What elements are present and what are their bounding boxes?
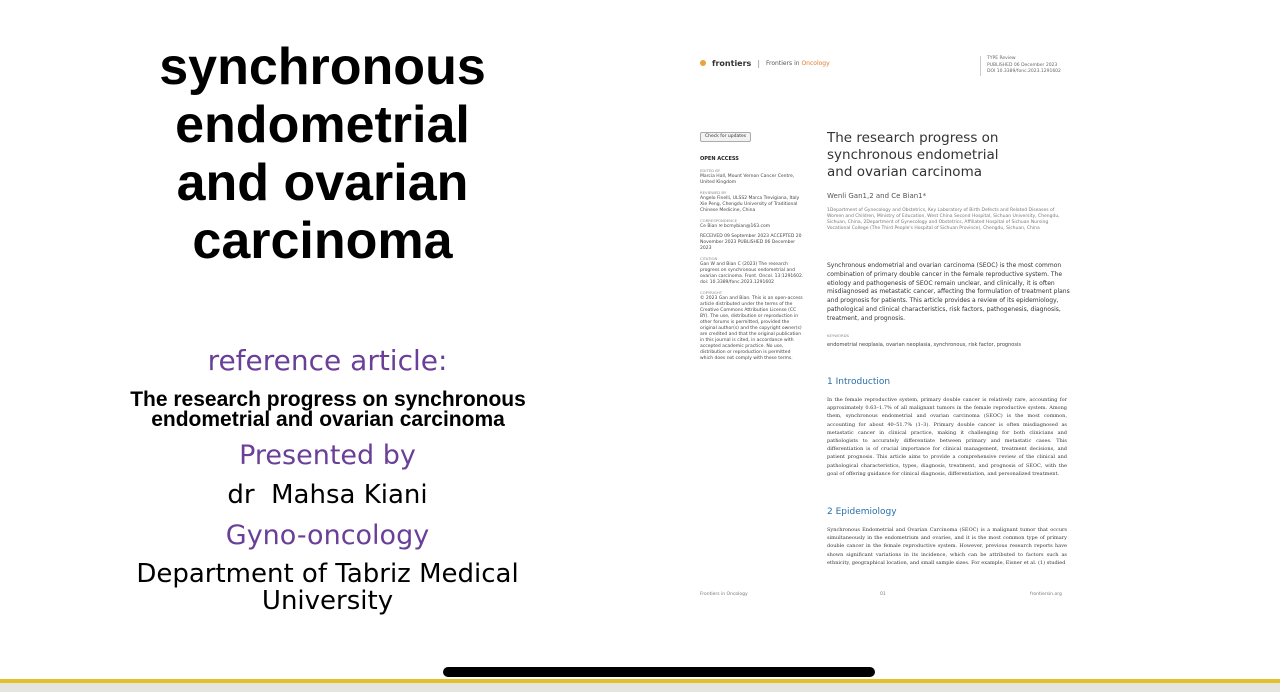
slide-title-line: and ovarian [176,154,469,212]
section-heading: 2 Epidemiology [827,507,897,517]
article-title [827,130,1047,181]
article-authors: Wenli Gan1,2 and Ce Bian1* [827,192,927,200]
article-title-line: synchronous endometrial [827,147,999,163]
journal-section: Oncology [801,59,830,67]
slide-title-line: endometrial [175,96,470,154]
article-meta [980,56,1061,76]
sidebar-value: RECEIVED 09 September 2023 ACCEPTED 20 November 2023 PUBLISHED 06 December 2023 [700,234,802,251]
section-heading: 1 Introduction [827,377,891,387]
article-title-line: and ovarian carcinoma [827,164,982,180]
reference-title-line: endometrial and ovarian carcinoma [151,408,505,431]
sidebar-value: Angelo Finelli, ULSS2 Marca Trevigiana, Italy Xie Peng, Chengdu University of Traditional Chinese Medicine, China [700,196,800,213]
article-abstract: Synchronous endometrial and ovarian carcinoma (SEOC) is the most common combination of primary double cancer in the female reproductive system. The etiology and pathogenesis of SEOC remain unclear, and clinically, it is often misdiagnosed as metastatic cancer, affecting the formulation of treatment plans and prognosis for patients. This article provides a review of its epidemiology, pathological and clinical characteristics, risk factors, pathogenesis, diagnosis, treatment, and prognosis. [827,262,1070,322]
page-footer-site: frontiersin.org [1030,592,1062,597]
reference-label: reference article: [207,344,448,377]
meta-type: TYPE Review [987,56,1016,61]
keywords: endometrial neoplasia, ovarian neoplasia, synchronous, risk factor, prognosis [827,342,1021,348]
meta-published: PUBLISHED 06 December 2023 [987,62,1058,68]
sidebar-label: COPYRIGHT [700,290,723,295]
journal-prefix: Frontiers in [766,59,802,67]
reference-title [100,390,556,430]
bottom-accent-line [0,679,1280,683]
sidebar-label: EDITED BY [700,168,721,173]
open-access-label: OPEN ACCESS [700,156,739,162]
check-updates-button: Check for updates [700,132,751,142]
article-title-line: The research progress on [827,130,999,146]
sidebar-label: REVIEWED BY [700,190,727,195]
article-page-image [684,44,1084,614]
specialty-label: Gyno-oncology [225,520,430,551]
sidebar-label: CORRESPONDENCE [700,218,738,223]
meta-doi: DOI 10.3389/fonc.2023.1291602 [987,69,1061,74]
department-line: University [261,586,394,616]
sidebar-label: CITATION [700,256,718,261]
header-separator: | [757,58,761,68]
department-line: Department of Tabriz Medical [136,559,519,589]
section-body: Synchronous Endometrial and Ovarian Carcinoma (SEOC) is a malignant tumor that occurs simultaneously in the endometrium and ovaries, and it is the most common type of primary double cancer in the female reproductive system. However, previous research reports have shown significant variations in its incidence, which can be attributed to factors such as ethnicity, geographical location, and small sample sizes. For example, Eisner et al. (1) studied [827,527,1067,566]
presented-by-label: Presented by [239,440,416,471]
home-indicator-bar[interactable] [443,667,875,677]
department-label [120,561,535,615]
journal-name [766,60,830,67]
page-footer-number: 01 [880,592,886,597]
slide-title-line: carcinoma [192,212,453,270]
slide-title-line: synchronous [159,38,486,96]
article-affiliations: 1Department of Gynecology and Obstetrics, Key Laboratory of Birth Defects and Related Diseases of Women and Children, Ministry of Education, West China Second Hospital, Sichuan University, Chengdu, Sichuan, China, 2Department of Gynecology and Obstetrics, Affiliated Hospital of Sichuan Nursing Vocational College (The Third People's Hospital of Sichuan Province), Chengdu, Sichuan, China [827,208,1060,231]
presenter-name: dr Mahsa Kiani [227,480,428,510]
article-header [700,56,830,70]
sidebar-value: Gan W and Bian C (2023) The research progress on synchronous endometrial and ovarian carcinoma. Front. Oncol. 13:1291602. doi: 10.3389/fonc.2023.1291602 [700,262,804,285]
keywords-label: KEYWORDS [827,333,849,338]
sidebar-value: Marcia Hall, Mount Vernon Cancer Centre, United Kingdom [700,174,795,185]
slide-title [110,38,535,270]
sidebar-value: Ce Bian ✉ bcmybian@163.com [700,224,771,229]
sidebar-value: © 2023 Gan and Bian. This is an open-access article distributed under the terms of the Creative Commons Attribution License (CC BY). The use, distribution or reproduction in other forums is permitted, provided the original author(s) and the copyright owner(s) are credited and that the original publication in this journal is cited, in accordance with accepted academic practice. No use, distribution or reproduction is permitted which does not comply with these terms. [700,296,803,361]
reference-title-line: The research progress on synchronous [130,388,526,411]
frontiers-logo-icon [700,60,706,66]
article-sidebar [700,132,804,362]
frontiers-logo: frontiers [712,58,752,68]
page-footer-journal: Frontiers in Oncology [700,592,748,597]
section-body: In the female reproductive system, primary double cancer is relatively rare, accounting for approximately 0.63–1.7% of all malignant tumors in the female reproductive system. Among them, synchronous endometrial and ovarian carcinoma (SEOC) is the most common, accounting for about 40–51.7% (1–3). Primary double cancer is often misdiagnosed as metastatic cancer in clinical practice, making it challenging for both clinicians and pathologists to accurately differentiate between primary and metastatic cases. This differentiation is of crucial importance for clinical management, treatment decisions, and patient prognosis. This article aims to provide a comprehensive review of the clinical and pathological characteristics, types, diagnosis, treatment, and prognosis of SEOC, with the goal of offering guidance for clinical diagnosis, differentiation, and personalized treatment. [827,397,1067,477]
